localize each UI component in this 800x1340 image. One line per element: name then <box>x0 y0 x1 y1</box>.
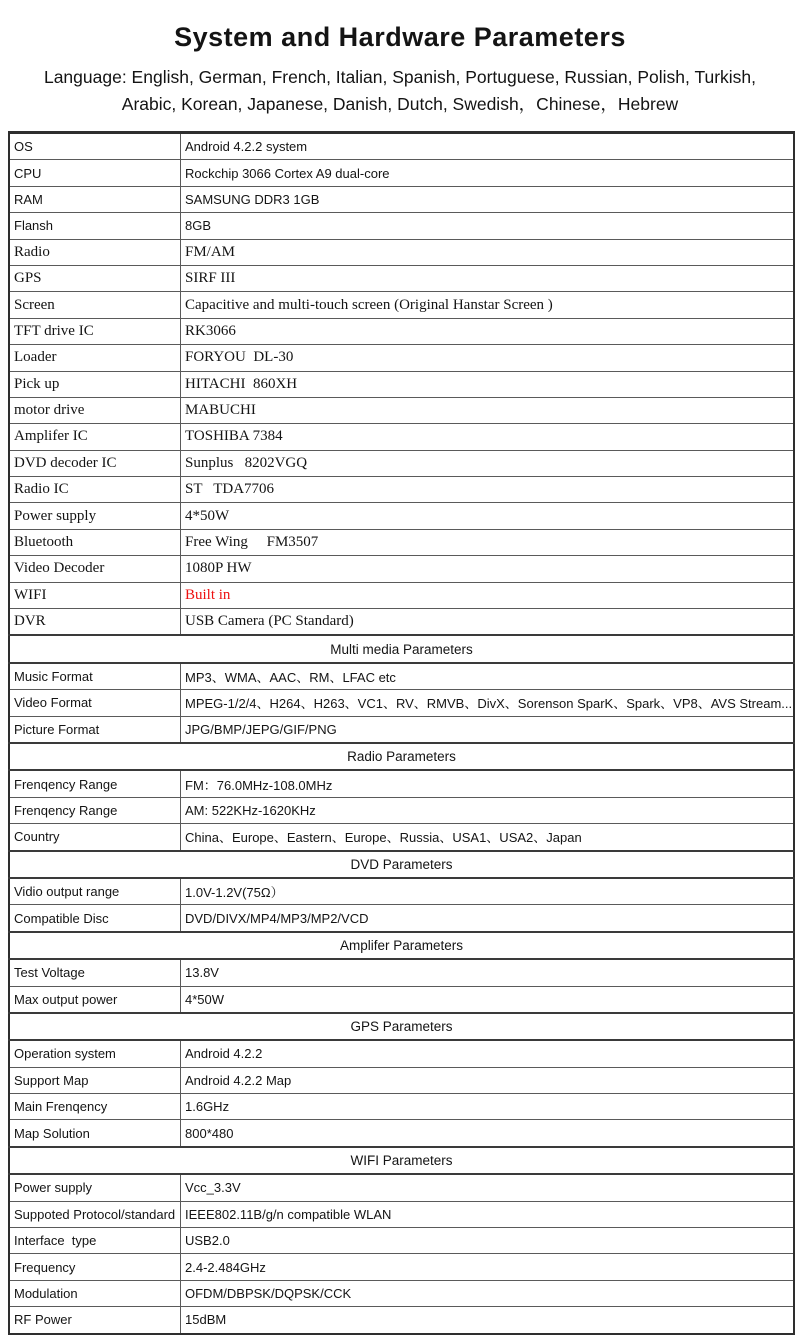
param-label: Bluetooth <box>9 529 181 555</box>
param-value: 1.0V-1.2V(75Ω） <box>181 878 795 905</box>
param-value: 1.6GHz <box>181 1094 795 1120</box>
table-row <box>9 582 794 608</box>
spec-table-body <box>9 133 794 1334</box>
param-value: Free Wing FM3507 <box>181 529 795 555</box>
param-label: Power supply <box>9 1174 181 1201</box>
table-row <box>9 239 794 265</box>
param-label: WIFI <box>9 582 181 608</box>
table-row <box>9 1120 794 1147</box>
param-value: SAMSUNG DDR3 1GB <box>181 186 795 212</box>
param-label: Support Map <box>9 1067 181 1093</box>
param-value: 1080P HW <box>181 556 795 582</box>
param-label: DVR <box>9 609 181 636</box>
table-row <box>9 770 794 797</box>
param-value: Built in <box>181 582 795 608</box>
table-row <box>9 556 794 582</box>
param-value: FORYOU DL-30 <box>181 345 795 371</box>
param-value: USB2.0 <box>181 1228 795 1254</box>
param-value: Android 4.2.2 Map <box>181 1067 795 1093</box>
table-row <box>9 716 794 743</box>
section-title: WIFI Parameters <box>9 1147 794 1174</box>
table-row <box>9 878 794 905</box>
language-line-1: Language: English, German, French, Italian, Spanish, Portuguese, Russian, Polish, Turkish, <box>43 67 757 87</box>
table-row <box>9 186 794 212</box>
param-value: Rockchip 3066 Cortex A9 dual-core <box>181 160 795 186</box>
language-note <box>0 64 800 118</box>
param-value: ST TDA7706 <box>181 477 795 503</box>
param-label: Map Solution <box>9 1120 181 1147</box>
table-row <box>9 1254 794 1280</box>
table-row <box>9 345 794 371</box>
param-label: GPS <box>9 265 181 291</box>
param-label: TFT drive IC <box>9 318 181 344</box>
param-value: MABUCHI <box>181 397 795 423</box>
table-row <box>9 1201 794 1227</box>
param-value: 2.4-2.484GHz <box>181 1254 795 1280</box>
table-row <box>9 1174 794 1201</box>
param-label: Operation system <box>9 1040 181 1067</box>
table-row <box>9 265 794 291</box>
param-label: Flansh <box>9 213 181 239</box>
table-row <box>9 1040 794 1067</box>
param-label: Frenqency Range <box>9 770 181 797</box>
section-title: Radio Parameters <box>9 743 794 770</box>
param-label: Modulation <box>9 1280 181 1306</box>
param-value: IEEE802.11B/g/n compatible WLAN <box>181 1201 795 1227</box>
param-label: Amplifer IC <box>9 424 181 450</box>
table-row <box>9 609 794 636</box>
param-label: OS <box>9 133 181 160</box>
table-row <box>9 450 794 476</box>
param-value: AM: 522KHz-1620KHz <box>181 797 795 823</box>
param-value: Vcc_3.3V <box>181 1174 795 1201</box>
param-value: DVD/DIVX/MP4/MP3/MP2/VCD <box>181 905 795 932</box>
param-value: RK3066 <box>181 318 795 344</box>
param-label: RAM <box>9 186 181 212</box>
param-value: Android 4.2.2 system <box>181 133 795 160</box>
table-row <box>9 213 794 239</box>
table-row <box>9 959 794 986</box>
spec-table <box>8 131 795 1335</box>
param-value: 4*50W <box>181 986 795 1013</box>
param-label: Loader <box>9 345 181 371</box>
param-label: motor drive <box>9 397 181 423</box>
param-value: TOSHIBA 7384 <box>181 424 795 450</box>
table-row <box>9 905 794 932</box>
param-value: Sunplus 8202VGQ <box>181 450 795 476</box>
table-row <box>9 690 794 716</box>
table-row <box>9 1067 794 1093</box>
table-row <box>9 986 794 1013</box>
param-label: Test Voltage <box>9 959 181 986</box>
param-label: Video Format <box>9 690 181 716</box>
param-label: CPU <box>9 160 181 186</box>
param-label: Power supply <box>9 503 181 529</box>
table-row <box>9 133 794 160</box>
table-row <box>9 1228 794 1254</box>
table-row <box>9 371 794 397</box>
table-row <box>9 160 794 186</box>
param-label: Compatible Disc <box>9 905 181 932</box>
param-label: Radio <box>9 239 181 265</box>
param-value: 4*50W <box>181 503 795 529</box>
section-row <box>9 1147 794 1174</box>
table-row <box>9 318 794 344</box>
page-title: System and Hardware Parameters <box>174 22 626 52</box>
param-label: RF Power <box>9 1307 181 1334</box>
param-value: USB Camera (PC Standard) <box>181 609 795 636</box>
param-label: Max output power <box>9 986 181 1013</box>
param-label: Vidio output range <box>9 878 181 905</box>
param-value: 8GB <box>181 213 795 239</box>
table-row <box>9 292 794 318</box>
table-row <box>9 1307 794 1334</box>
table-row <box>9 503 794 529</box>
table-row <box>9 477 794 503</box>
param-value: 15dBM <box>181 1307 795 1334</box>
param-value: MP3、WMA、AAC、RM、LFAC etc <box>181 663 795 690</box>
param-label: Picture Format <box>9 716 181 743</box>
param-value: 800*480 <box>181 1120 795 1147</box>
param-label: Radio IC <box>9 477 181 503</box>
param-label: Interface type <box>9 1228 181 1254</box>
table-row <box>9 424 794 450</box>
section-row <box>9 1013 794 1040</box>
param-label: Frequency <box>9 1254 181 1280</box>
param-label: Pick up <box>9 371 181 397</box>
param-value: Capacitive and multi-touch screen (Original Hanstar Screen ) <box>181 292 795 318</box>
param-label: Country <box>9 824 181 851</box>
section-row <box>9 932 794 959</box>
table-row <box>9 797 794 823</box>
param-value: FM/AM <box>181 239 795 265</box>
param-value: SIRF III <box>181 265 795 291</box>
section-title: Amplifer Parameters <box>9 932 794 959</box>
table-row <box>9 824 794 851</box>
param-value: FM：76.0MHz-108.0MHz <box>181 770 795 797</box>
section-title: DVD Parameters <box>9 851 794 878</box>
param-value: Android 4.2.2 <box>181 1040 795 1067</box>
param-label: Main Frenqency <box>9 1094 181 1120</box>
param-value: OFDM/DBPSK/DQPSK/CCK <box>181 1280 795 1306</box>
param-label: Video Decoder <box>9 556 181 582</box>
section-row <box>9 851 794 878</box>
param-value: 13.8V <box>181 959 795 986</box>
param-value: China、Europe、Eastern、Europe、Russia、USA1、USA2、Japan <box>181 824 795 851</box>
section-title: Multi media Parameters <box>9 635 794 662</box>
param-value: HITACHI 860XH <box>181 371 795 397</box>
param-label: Frenqency Range <box>9 797 181 823</box>
param-label: DVD decoder IC <box>9 450 181 476</box>
table-row <box>9 663 794 690</box>
section-row <box>9 635 794 662</box>
section-title: GPS Parameters <box>9 1013 794 1040</box>
table-row <box>9 529 794 555</box>
param-label: Suppoted Protocol/standard <box>9 1201 181 1227</box>
section-row <box>9 743 794 770</box>
param-value: MPEG-1/2/4、H264、H263、VC1、RV、RMVB、DivX、Sorenson SparK、Spark、VP8、AVS Stream... <box>181 690 795 716</box>
param-value: JPG/BMP/JEPG/GIF/PNG <box>181 716 795 743</box>
param-label: Screen <box>9 292 181 318</box>
language-line-2: Arabic, Korean, Japanese, Danish, Dutch, Swedish，Chinese，Hebrew <box>121 94 679 114</box>
table-row <box>9 397 794 423</box>
param-label: Music Format <box>9 663 181 690</box>
table-row <box>9 1094 794 1120</box>
table-row <box>9 1280 794 1306</box>
